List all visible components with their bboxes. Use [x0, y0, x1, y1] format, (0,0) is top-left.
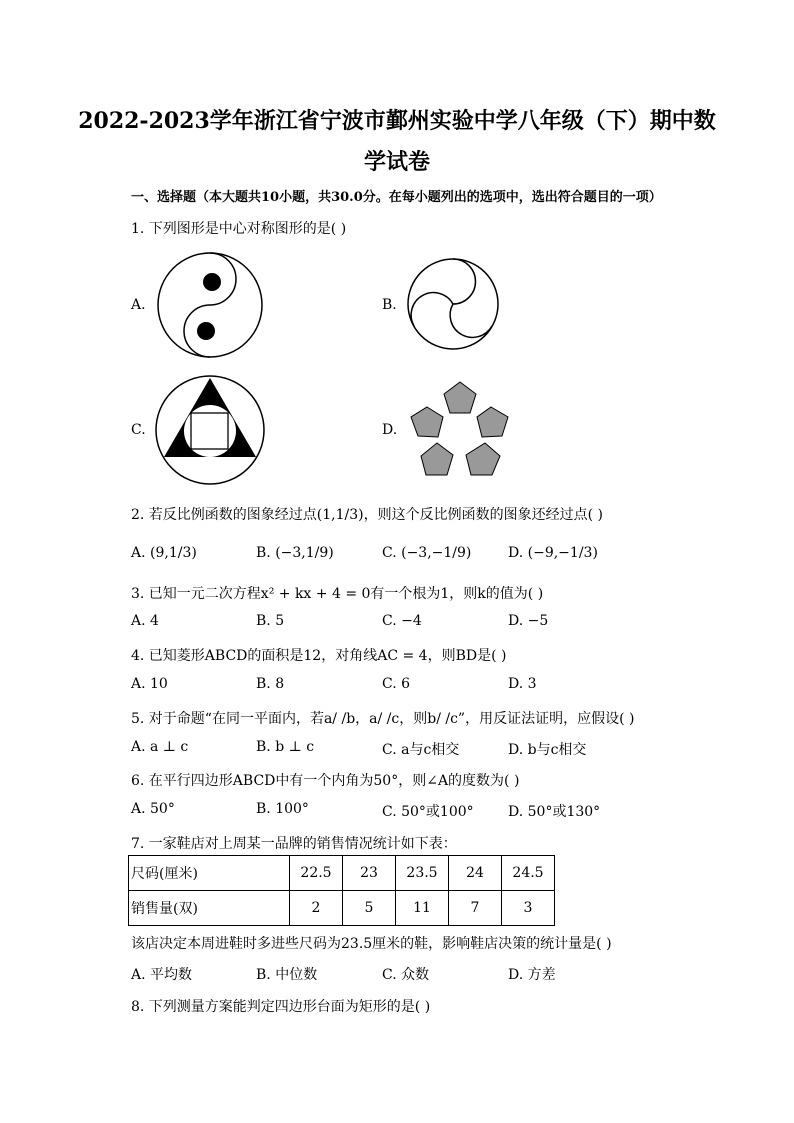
table-cell: 5 — [343, 891, 396, 926]
table-cell: 24 — [449, 856, 502, 891]
question-2-stem: 2. 若反比例函数的图象经过点(1,1/3)，则这个反比例函数的图象还经过点( ) — [131, 507, 603, 523]
q6-option-c: C. 50°或100° — [382, 804, 474, 820]
q4-option-b: B. 8 — [256, 676, 285, 692]
question-3-stem: 3. 已知一元二次方程x² + kx + 4 = 0有一个根为1，则k的值为( ) — [131, 586, 544, 602]
q4-option-a: A. 10 — [131, 676, 168, 692]
q2-option-c: C. (−3,−1/9) — [382, 545, 472, 561]
q1-option-d-label: D. — [382, 422, 398, 438]
pentagon-ring-figure — [405, 380, 513, 480]
q3-option-b: B. 5 — [256, 613, 285, 629]
q7-option-c: C. 众数 — [382, 967, 430, 983]
triskelion-figure — [405, 258, 501, 350]
q7-option-d: D. 方差 — [508, 967, 556, 983]
q5-option-a: A. a ⊥ c — [131, 739, 189, 755]
table-header-size: 尺码(厘米) — [129, 856, 290, 891]
question-5-stem: 5. 对于命题“在同一平面内，若a/ /b，a/ /c，则b/ /c”，用反证法证明，应假设( ) — [131, 711, 635, 727]
q1-option-c-label: C. — [131, 422, 146, 438]
q3-option-a: A. 4 — [131, 613, 159, 629]
q5-option-c: C. a与c相交 — [382, 742, 460, 758]
q6-option-a: A. 50° — [131, 801, 175, 817]
table-row — [129, 891, 555, 926]
q5-option-b: B. b ⊥ c — [256, 739, 315, 755]
table-cell: 23 — [343, 856, 396, 891]
question-7-stem: 7. 一家鞋店对上周某一品牌的销售情况统计如下表： — [131, 836, 457, 852]
q2-option-a: A. (9,1/3) — [131, 545, 197, 561]
exam-title-line2: 学试卷 — [363, 149, 430, 175]
q1-option-a-label: A. — [131, 297, 146, 313]
question-6-stem: 6. 在平行四边形ABCD中有一个内角为50°，则∠A的度数为( ) — [131, 773, 520, 789]
q5-option-d: D. b与c相交 — [508, 742, 587, 758]
table-cell: 3 — [502, 891, 555, 926]
question-1-stem: 1. 下列图形是中心对称图形的是( ) — [131, 221, 347, 237]
table-cell: 11 — [396, 891, 449, 926]
table-cell: 22.5 — [290, 856, 343, 891]
q7-option-a: A. 平均数 — [131, 967, 193, 983]
q2-option-d: D. (−9,−1/3) — [508, 545, 598, 561]
q2-option-b: B. (−3,1/9) — [256, 545, 334, 561]
exam-title-line1: 2022-2023学年浙江省宁波市鄞州实验中学八年级（下）期中数 — [78, 108, 716, 134]
table-cell: 23.5 — [396, 856, 449, 891]
table-cell: 7 — [449, 891, 502, 926]
shoe-sales-table — [128, 855, 555, 926]
q7-option-b: B. 中位数 — [256, 967, 318, 983]
question-4-stem: 4. 已知菱形ABCD的面积是12，对角线AC = 4，则BD是( ) — [131, 648, 507, 664]
table-cell: 2 — [290, 891, 343, 926]
q3-option-c: C. −4 — [382, 613, 422, 629]
table-cell: 24.5 — [502, 856, 555, 891]
question-7-followup: 该店决定本周进鞋时多进些尺码为23.5厘米的鞋，影响鞋店决策的统计量是( ) — [131, 936, 612, 952]
q4-option-d: D. 3 — [508, 676, 537, 692]
q4-option-c: C. 6 — [382, 676, 411, 692]
table-header-sales: 销售量(双) — [129, 891, 290, 926]
q1-option-b-label: B. — [382, 297, 397, 313]
q6-option-d: D. 50°或130° — [508, 804, 601, 820]
q6-option-b: B. 100° — [256, 801, 309, 817]
section-heading: 一、选择题（本大题共10小题，共30.0分。在每小题列出的选项中，选出符合题目的一项） — [131, 190, 662, 205]
table-row — [129, 856, 555, 891]
circle-triangle-square-figure — [155, 375, 265, 485]
yin-yang-figure — [155, 252, 265, 358]
q3-option-d: D. −5 — [508, 613, 549, 629]
question-8-stem: 8. 下列测量方案能判定四边形台面为矩形的是( ) — [131, 999, 431, 1015]
